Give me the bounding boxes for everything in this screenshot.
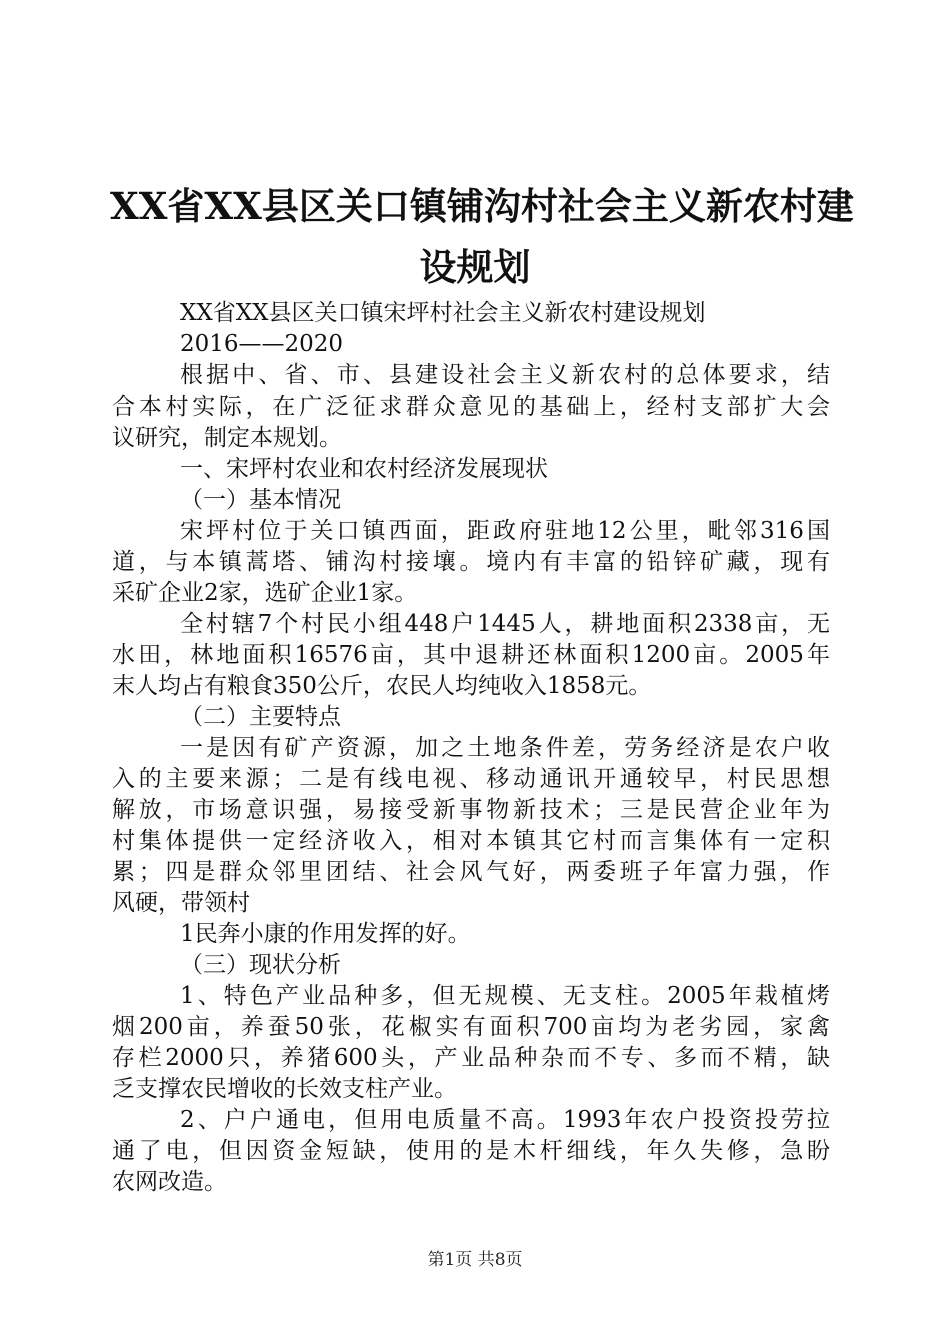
document-title-line-1: XX省XX县区关口镇铺沟村社会主义新农村建	[110, 184, 854, 228]
paragraph-line: 存栏2000只，养猪600头，产业品种杂而不专、多而不精，缺	[112, 1045, 830, 1071]
paragraph-line: 合本村实际，在广泛征求群众意见的基础上，经村支部扩大会	[112, 394, 830, 420]
subsection-heading: （二）主要特点	[180, 704, 341, 730]
paragraph-line: 2、户户通电，但用电质量不高。1993年农户投资投劳拉	[180, 1107, 830, 1133]
document-title-line-2: 设规划	[419, 245, 531, 289]
paragraph-line: 通了电，但因资金短缺，使用的是木杆细线，年久失修，急盼	[112, 1138, 830, 1164]
paragraph-line: 全村辖7个村民小组448户1445人，耕地面积2338亩，无	[180, 611, 830, 637]
paragraph-line: 议研究，制定本规划。	[112, 425, 342, 451]
paragraph-line: 入的主要来源；二是有线电视、移动通讯开通较早，村民思想	[112, 766, 830, 792]
paragraph-line: 农网改造。	[112, 1169, 227, 1195]
paragraph-line: 乏支撑农民增收的长效支柱产业。	[112, 1076, 457, 1102]
paragraph-line: 末人均占有粮食350公斤，农民人均纯收入1858元。	[112, 673, 652, 699]
paragraph-line: 采矿企业2家，选矿企业1家。	[112, 580, 418, 606]
section-heading: 一、宋坪村农业和农村经济发展现状	[180, 456, 548, 482]
paragraph-line: 道，与本镇蒿塔、铺沟村接壤。境内有丰富的铅锌矿藏，现有	[112, 549, 830, 575]
paragraph-line: 风硬，带领村	[112, 890, 250, 916]
paragraph-line: 累；四是群众邻里团结、社会风气好，两委班子年富力强，作	[112, 859, 830, 885]
paragraph-line: 村集体提供一定经济收入，相对本镇其它村而言集体有一定积	[112, 828, 830, 854]
paragraph-line: 水田，林地面积16576亩，其中退耕还林面积1200亩。2005年	[112, 642, 830, 668]
subsection-heading: （一）基本情况	[180, 487, 341, 513]
paragraph-line: 解放，市场意识强，易接受新事物新技术；三是民营企业年为	[112, 797, 830, 823]
plan-period: 2016——2020	[180, 331, 344, 357]
page-footer: 第1页 共8页	[427, 1250, 523, 1270]
paragraph-line: 1、特色产业品种多，但无规模、无支柱。2005年栽植烤	[180, 983, 830, 1009]
subsection-heading: （三）现状分析	[180, 952, 341, 978]
subtitle: XX省XX县区关口镇宋坪村社会主义新农村建设规划	[180, 300, 706, 326]
paragraph-line: 1民奔小康的作用发挥的好。	[180, 921, 471, 947]
paragraph-line: 一是因有矿产资源，加之土地条件差，劳务经济是农户收	[180, 735, 830, 761]
paragraph-line: 根据中、省、市、县建设社会主义新农村的总体要求，结	[180, 362, 830, 388]
paragraph-line: 宋坪村位于关口镇西面，距政府驻地12公里，毗邻316国	[180, 518, 830, 544]
paragraph-line: 烟200亩，养蚕50张，花椒实有面积700亩均为老劣园，家禽	[112, 1014, 830, 1040]
